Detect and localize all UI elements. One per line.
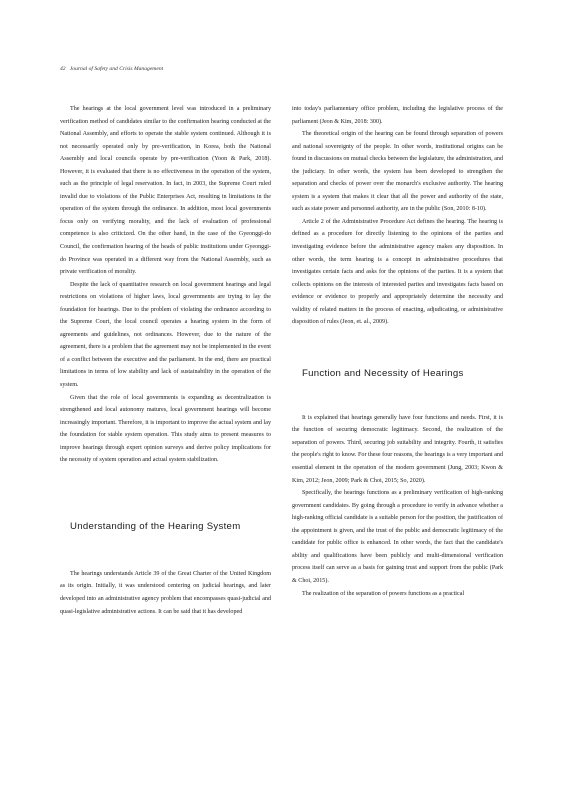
- paragraph: Despite the lack of quantitative research on local government hearings and legal restrictions on violations of higher laws, local governments are trying to lay the foundation for hearings. Due to the problem of violating the ordinance according to the Supreme Court, the local council operates a hearing system in the form of agreements and guidelines, not ordinances. However, due to the nature of the agreement, there is a problem that the agreement may not be implemented in the event of a conflict between the executive and the parliament. In the end, there are practical limitations in terms of low stability and lack of sustainability in the operation of the system.: [60, 281, 271, 389]
- paragraph: Specifically, the hearings functions as a preliminary verification of high-ranking government candidates. By going through a procedure to verify in advance whether a high-ranking official candidate is a suitable person for the position, the justification of the appointment is given, and the trust of the public and democratic legitimacy of the candidate for public office is enhanced. In other words, the fact that the candidate's ability and qualifications have been publicly and multi-dimensional verification process itself can serve as a basis for gaining trust and support from the public (Park & Choi, 2015).: [292, 490, 503, 584]
- section-heading: Understanding of the Hearing System: [70, 520, 241, 532]
- journal-name: Journal of Safety and Crisis Management: [69, 66, 164, 72]
- paragraph: Article 2 of the Administrative Procedure Act defines the hearing. The hearing is defined as a procedure for directly listening to the opinions of the parties and investigating evidence before the administrative agency makes any disposition. In other words, the term hearing is a concept in administrative procedures that investigates certain facts and asks for the opinions of the parties. It is a system that collects opinions on the interests of interested parties and investigates facts based on evidence or evidence to properly and appropriately determine the necessity and validity of related matters in the process of enacting, adjudicating, or administrative disposition of rules (Jeon, et. al., 2009).: [292, 218, 503, 326]
- paragraph: It is explained that hearings generally have four functions and needs. First, it is the function of securing democratic legitimacy. Second, the realization of the separation of powers. Third, securing job suitability and integrity. Fourth, it satisfies the people's right to know. For these four reasons, the hearings is a very important and essential element in the operation of the modern government (Jung, 2003; Kwon & Kim, 2012; Jeon, 2009; Park & Choi, 2015; So, 2020).: [292, 414, 503, 484]
- running-header: [60, 66, 163, 72]
- paragraph: The realization of the separation of powers functions as a practical: [302, 590, 465, 597]
- page-number: 42: [60, 66, 66, 72]
- paragraph: Given that the role of local governments is expanding as decentralization is strengthened and local autonomy matures, local government hearings will become increasingly important. Therefore, it is important to improve the actual system and lay the foundation for stable system operation. This study aims to present measures to improve hearings through expert opinion surveys and derive policy implications for the necessity of system operation and actual system stabilization.: [60, 394, 271, 464]
- paragraph: The hearings at the local government level was introduced in a preliminary verification method of candidates similar to the confirmation hearing conducted at the National Assembly, and efforts to operate the stable system continued. Although it is not necessarily operated only by pre-verification, in Korea, both the National Assembly and local councils operate by pre-verification (Yoon & Park, 2018). However, it is evaluated that there is no effectiveness in the operation of the system, such as the principle of legal reservation. In fact, in 2003, the Supreme Court ruled invalid due to violations of the Public Enterprises Act, resulting in limitations in the operation of the system through the ordinance. In addition, most local governments focus only on verifying morality, and the lack of evaluation of professional competence is also criticized. On the other hand, in the case of the Gyeonggi-do Council, the confirmation hearing of the heads of public institutions under Gyeonggi-do Province was operated in a different way from the National Assembly, such as private verification of morality.: [60, 106, 271, 276]
- section-heading: Function and Necessity of Hearings: [302, 367, 464, 379]
- paragraph: The hearings understands Article 39 of the Great Charter of the United Kingdom as its origin. Initially, it was understood centering on judicial hearings, and later developed into an administrative agency problem that encompasses quasi-judicial and quasi-legislative administrative actions. It can be said that it has developed: [60, 570, 271, 615]
- paragraph: The theoretical origin of the hearing can be found through separation of powers and national sovereignty of the people. In other words, institutional origins can be found in discussions on mutual checks between the legislature, the administration, and the judiciary. In other words, the system has been developed to strengthen the separation and checks of power over the monarch's exclusive authority. The hearing system is a system that makes it clear that all the power and authority of the state, such as state power and personnel authority, are in the public (Son, 2010: 8-10).: [292, 131, 503, 213]
- paragraph: into today's parliamentary office problem, including the legislative process of the parliament (Jeon & Kim, 2018: 300).: [292, 106, 503, 125]
- left-column: [60, 103, 271, 618]
- right-column: [292, 103, 503, 600]
